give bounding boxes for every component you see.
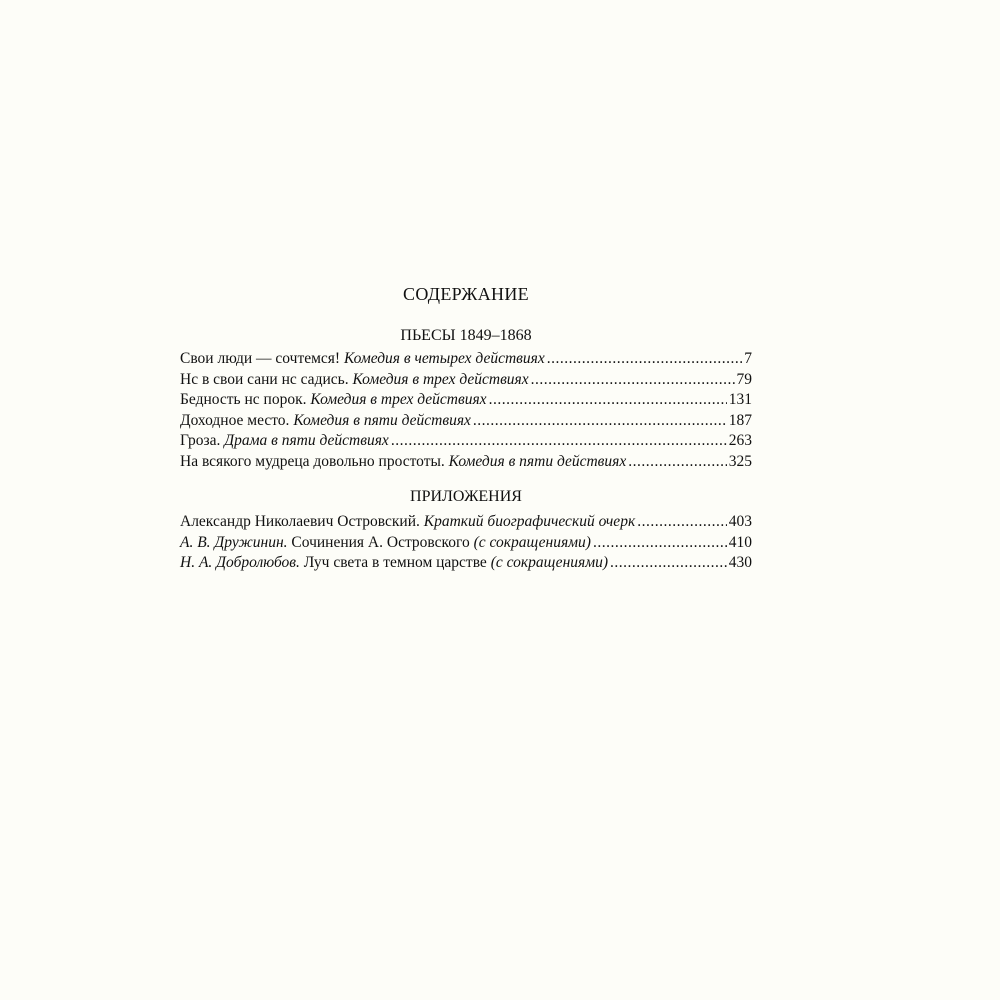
contents-title: СОДЕРЖАНИЕ [403,284,529,304]
entry-text [180,390,487,411]
toc-entry[interactable] [180,533,752,554]
entry-author: Н. А. Добролюбов. [180,554,304,571]
entry-genre: Драма в пяти действиях [224,432,389,449]
entry-text [180,533,591,554]
entry-page-number: 403 [728,513,752,530]
entry-author: А. В. Дружинин. [180,533,292,551]
entry-page-number: 131 [728,391,752,408]
toc-entry[interactable] [180,512,752,533]
dot-leader [547,349,743,370]
toc-entry[interactable] [180,370,752,391]
entry-genre: Комедия в пяти действиях [448,452,627,470]
entry-genre: Комедия в трех действиях [352,370,529,388]
entry-title: Гроза. [180,432,225,449]
entry-note: (с сокращениями) [490,554,609,571]
entry-text [180,452,626,473]
entry-genre: Комедия в четырех действиях [343,350,545,367]
entry-page-number: 7 [744,350,752,367]
section-heading-appendices: ПРИЛОЖЕНИЯ [410,488,522,505]
toc-entry[interactable] [180,411,752,432]
dot-leader [610,553,727,574]
toc-entry[interactable] [180,431,752,452]
entry-text [180,349,545,370]
dot-leader [531,370,735,391]
entry-page-number: 79 [736,370,752,388]
dot-leader [473,411,727,432]
dot-leader [593,533,727,554]
section-heading-plays: ПЬЕСЫ 1849–1868 [400,327,532,344]
entry-genre: Комедия в пяти действиях [293,411,471,429]
entry-title: Сочинения А. Островского [291,533,474,551]
entry-title: Луч света в темном царстве [303,554,491,571]
entry-page-number: 325 [728,452,752,470]
entry-text [180,431,389,452]
appendices-list [180,512,752,574]
entry-genre: Комедия в трех действиях [310,391,487,408]
entry-text [180,411,471,432]
entry-title: Свои люди — сочтемся! [180,350,344,367]
dot-leader [628,452,727,473]
toc-entry[interactable] [180,553,752,574]
entry-page-number: 410 [728,533,752,551]
table-of-contents [180,279,752,574]
dot-leader [489,390,727,411]
dot-leader [391,431,727,452]
entry-title: Доходное место. [180,411,294,429]
entry-title: Нс в свои сани нс садись. [180,370,353,388]
entry-subtitle: Краткий биографический очерк [423,513,636,530]
dot-leader [637,512,727,533]
toc-entry[interactable] [180,390,752,411]
toc-entry[interactable] [180,452,752,473]
entry-text [180,553,608,574]
entry-page-number: 430 [728,554,752,571]
entry-page-number: 187 [728,411,752,429]
plays-list [180,349,752,472]
entry-text [180,512,635,533]
entry-page-number: 263 [728,432,752,449]
entry-title: Бедность нс порок. [180,391,311,408]
entry-title: На всякого мудреца довольно простоты. [180,452,449,470]
toc-entry[interactable] [180,349,752,370]
entry-note: (с сокращениями) [473,533,591,551]
entry-text [180,370,529,391]
entry-title: Александр Николаевич Островский. [180,513,424,530]
